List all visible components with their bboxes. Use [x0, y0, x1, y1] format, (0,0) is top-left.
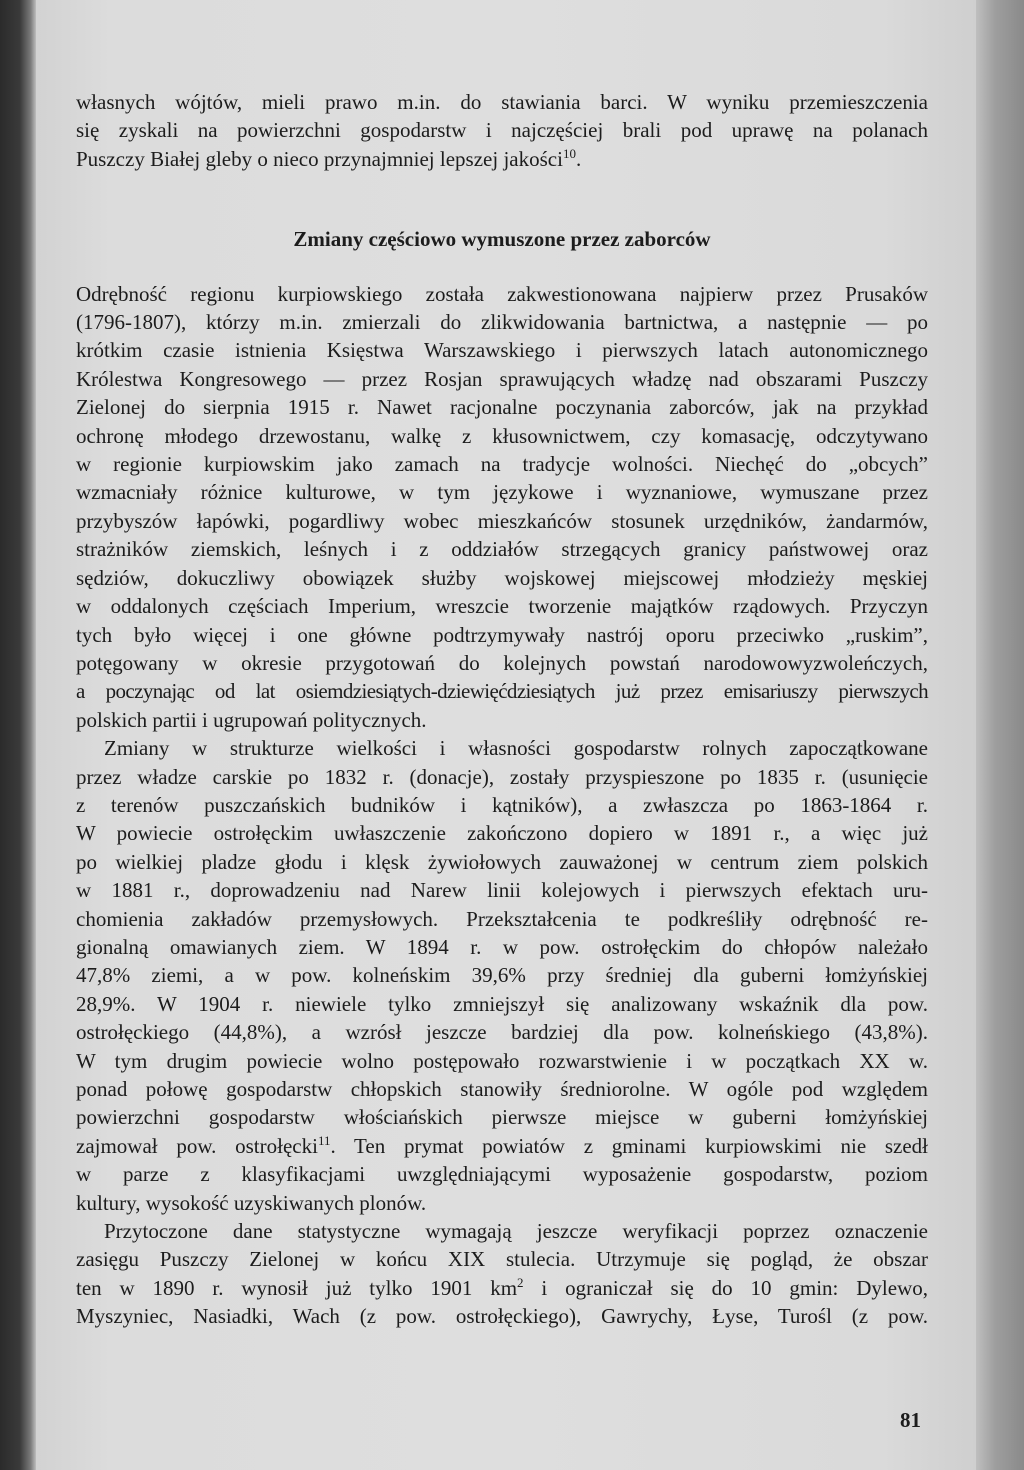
text-line: ochronę młodego drzewostanu, walkę z kłusownictwem, czy komasację, odczytywano	[76, 423, 928, 448]
text-line: Królestwa Kongresowego — przez Rosjan sprawujących władzę nad obszarami Puszczy	[76, 366, 928, 391]
text-fragment: . Ten prymat powiatów z gminami kurpiowskimi nie szedł	[330, 1133, 929, 1158]
superscript: 2	[517, 1274, 524, 1290]
book-spine-shadow	[0, 0, 36, 1470]
text-fragment: .	[575, 146, 582, 171]
footnote-ref: 11	[317, 1132, 331, 1148]
text-line: się zyskali na powierzchni gospodarstw i najczęściej brali pod uprawę na polanach	[76, 118, 928, 143]
text-fragment: zajmował pow. ostrołęcki	[76, 1133, 318, 1158]
text-line: w regionie kurpiowskim jako zamach na tradycje wolności. Niechęć do „obcych”	[76, 452, 928, 477]
text-line: Myszyniec, Nasiadki, Wach (z pow. ostrołęckiego), Gawrychy, Łyse, Turośl (z pow.	[76, 1304, 928, 1329]
text-line: 28,9%. W 1904 r. niewiele tylko zmniejszył się analizowany wskaźnik dla pow.	[76, 991, 928, 1016]
text-line: tych było więcej i one główne podtrzymywały nastrój oporu przeciwko „ruskim”,	[76, 622, 928, 647]
text-line: po wielkiej pladze głodu i klęsk żywiołowych zauważonej w centrum ziem polskich	[76, 849, 928, 874]
text-line: własnych wójtów, mieli prawo m.in. do stawiania barci. W wyniku przemieszczenia	[76, 90, 928, 114]
section-heading: Zmiany częściowo wymuszone przez zaborców	[293, 227, 711, 252]
text-line: strażników ziemskich, leśnych i z oddziałów strzegących granicy państwowej oraz	[76, 537, 928, 562]
text-line: przez władze carskie po 1832 r. (donacje), zostały przyspieszone po 1835 r. (usunięcie	[76, 764, 928, 789]
text-line: W tym drugim powiecie wolno postępowało rozwarstwienie i w początkach XX w.	[76, 1048, 928, 1073]
text-line: Przytoczone dane statystyczne wymagają jeszcze weryfikacji poprzez oznaczenie	[104, 1219, 928, 1244]
text-line: gionalną omawianych ziem. W 1894 r. w pow. ostrołęckim do chłopów należało	[76, 934, 928, 959]
text-line: potęgowany w okresie przygotowań do kolejnych powstań narodowowyzwoleńczych,	[76, 650, 928, 675]
text-fragment: Puszczy Białej gleby o nieco przynajmniej lepszej jakości	[76, 146, 563, 171]
text-line: kultury, wysokość uzyskiwanych plonów.	[76, 1190, 427, 1215]
text-line: ostrołęckiego (44,8%), a wzrósł jeszcze bardziej dla pow. kolneńskiego (43,8%).	[76, 1020, 928, 1045]
text-line: w 1881 r., doprowadzeniu nad Narew linii kolejowych i pierwszych efektach uru-	[76, 878, 928, 903]
text-fragment: i ograniczał się do 10 gmin: Dylewo,	[523, 1275, 928, 1300]
page-text	[76, 88, 928, 1331]
text-fragment: ten w 1890 r. wynosił już tylko 1901 km	[76, 1275, 518, 1300]
text-line	[76, 1274, 928, 1302]
text-line: polskich partii i ugrupowań politycznych.	[76, 707, 427, 732]
page-edge	[976, 0, 1024, 1470]
page-number: 81	[900, 1408, 921, 1432]
text-line: krótkim czasie istnienia Księstwa Warszawskiego i pierwszych latach autonomicznego	[76, 338, 928, 363]
text-line: Zmiany w strukturze wielkości i własności gospodarstw rolnych zapoczątkowane	[104, 736, 928, 761]
text-line: w oddalonych częściach Imperium, wreszcie tworzenie majątków rządowych. Przyczyn	[76, 594, 928, 619]
text-line: zasięgu Puszczy Zielonej w końcu XIX stulecia. Utrzymuje się pogląd, że obszar	[76, 1247, 928, 1272]
text-line: Odrębność regionu kurpiowskiego została zakwestionowana najpierw przez Prusaków	[76, 281, 928, 306]
text-line	[76, 145, 928, 173]
text-line: powierzchni gospodarstw włościańskich pierwsze miejsce w guberni łomżyńskiej	[76, 1105, 928, 1130]
footnote-ref: 10	[562, 145, 576, 161]
text-line: sędziów, dokuczliwy obowiązek służby wojskowej miejscowej młodzieży męskiej	[76, 565, 928, 590]
text-line: w parze z klasyfikacjami uwzględniającymi wyposażenie gospodarstw, poziom	[76, 1162, 928, 1187]
text-line: a poczynając od lat osiemdziesiątych-dziewięćdziesiątych już przez emisariuszy pierwszych	[76, 679, 928, 704]
text-line: ponad połowę gospodarstw chłopskich stanowiły średniorolne. W ogóle pod względem	[76, 1077, 928, 1101]
text-line: W powiecie ostrołęckim uwłaszczenie zakończono dopiero w 1891 r., a więc już	[76, 821, 928, 846]
text-line: (1796-1807), którzy m.in. zmierzali do zlikwidowania bartnictwa, a następnie — po	[76, 310, 928, 335]
text-line: 47,8% ziemi, a w pow. kolneńskim 39,6% przy średniej dla guberni łomżyńskiej	[76, 963, 928, 988]
text-line: wzmacniały różnice kulturowe, w tym językowe i wyznaniowe, wymuszane przez	[76, 480, 928, 505]
text-line	[76, 1132, 928, 1160]
text-line: Zielonej do sierpnia 1915 r. Nawet racjonalne poczynania zaborców, jak na przykład	[76, 395, 928, 420]
text-line: z terenów puszczańskich budników i kątników), a zwłaszcza po 1863-1864 r.	[76, 792, 928, 817]
text-line: chomienia zakładów przemysłowych. Przekształcenia te podkreśliły odrębność re-	[76, 906, 928, 931]
text-line: przybyszów łapówki, pogardliwy wobec mieszkańców stosunek urzędników, żandarmów,	[76, 508, 928, 533]
